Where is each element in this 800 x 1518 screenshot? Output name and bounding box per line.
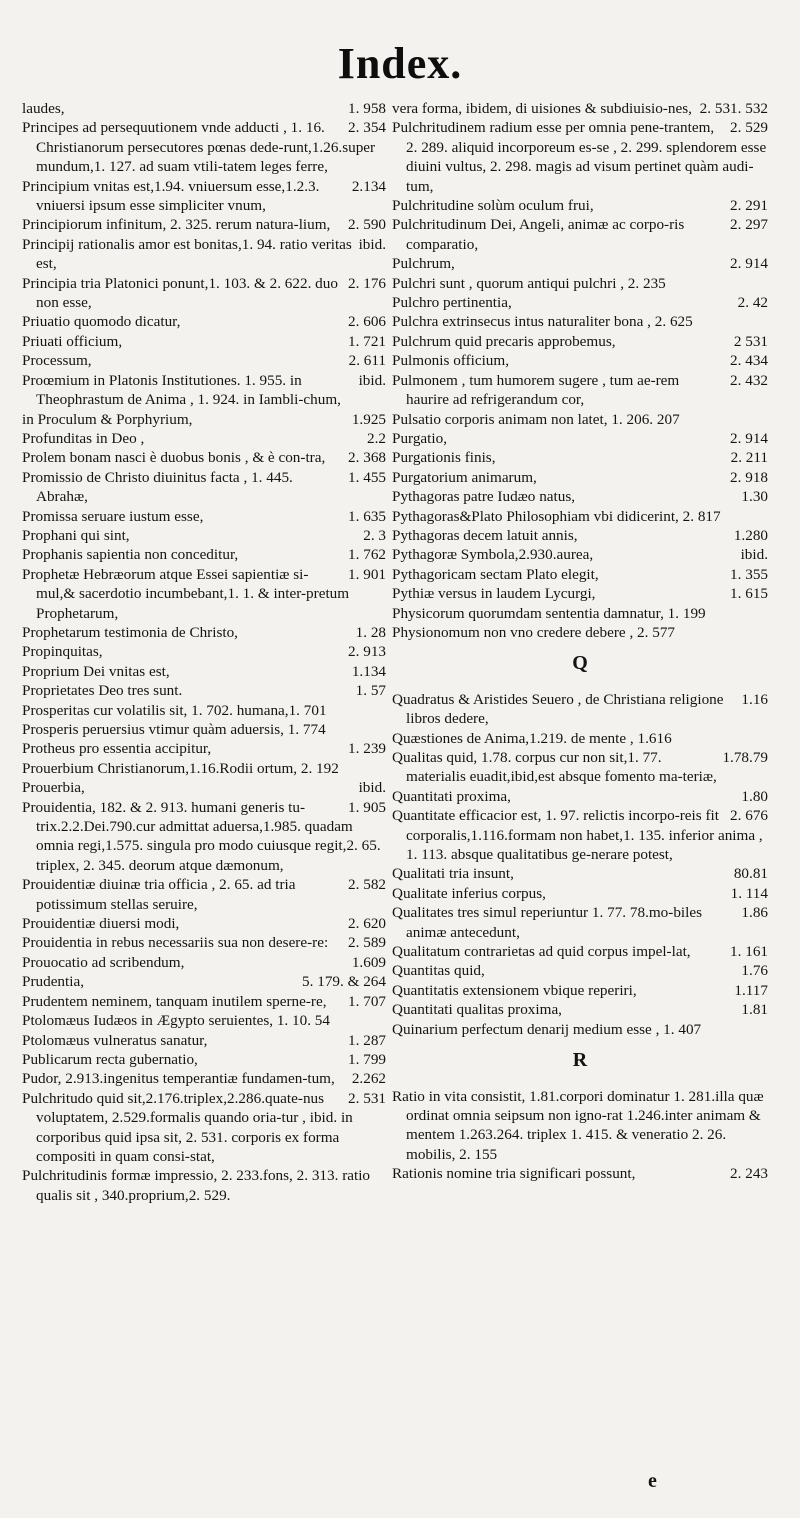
entry-reference: 1. 958 [348,100,386,117]
index-entry [392,884,768,903]
entry-reference: 2. 918 [730,468,768,486]
entry-text: Pythagoricam sectam Plato elegit, [392,565,599,583]
entry-reference: 1.16 [741,690,768,708]
entry-text: Quantitate efficacior est, 1. 97. relictis incorpo-reis fit corporalis,1.116.formam non habet,1. 135. inferior anima , 1. 113. absque qualitatibus ge-nerare potest, [392,807,763,864]
entry-text: Priuati officium, [22,332,123,350]
index-entry [392,312,768,331]
index-entry [22,468,386,507]
entry-text: Prouidentia, 182. & 2. 913. humani generis tu-trix.2.2.Dei.790.cur admittat aduersa,1.985. quadam omnia regi,1.575. singula pro modo cuiusque regit,2. 65. triplex, 2. 345. deorum atque dæmonum, [22,798,381,874]
page-title: Index. [337,39,463,88]
entry-text: Principij rationalis amor est bonitas,1. 94. ratio veritas est, [22,235,352,273]
entry-text: Pulchritudinis formæ impressio, 2. 233.fons, 2. 313. ratio qualis sit , 340.proprium,2. 529. [22,1167,371,1204]
index-entry [392,545,768,564]
index-entry [392,351,768,370]
entry-reference: ibid. [358,235,386,253]
entry-reference: ibid. [358,371,386,389]
entry-reference: 2. 582 [348,876,386,894]
entry-reference: ibid. [740,546,768,564]
entry-text: Pudor, 2.913.ingenitus temperantiæ fundamen-tum, [22,1070,335,1088]
entry-text: Pulchritudo quid sit,2.176.triplex,2.286.quate-nus voluptatem, 2.529.formalis quando oria-tur , ibid. in corporibus quid ipsa sit, 2. 531. corporis ex forma compositi in quam consi-stat, [22,1089,353,1165]
entry-reference: 2 531 [733,332,768,350]
index-entry [22,798,386,876]
entry-text: Principia tria Platonici ponunt,1. 103. & 2. 622. duo non esse, [22,274,338,312]
index-entry [392,293,768,312]
index-entry [22,274,386,313]
index-entry [22,371,386,410]
index-entry [22,720,386,739]
index-entry [392,468,768,487]
entry-reference: 2. 611 [348,352,386,370]
entry-text: Purgatorium animarum, [392,468,537,486]
entry-reference: 80.81 [733,865,768,883]
index-entry [22,118,386,176]
index-entry [22,875,386,914]
index-entry [22,1166,386,1205]
entry-reference: 2. 531. 532 [699,100,768,117]
index-entry [392,1020,768,1039]
entry-reference: 2. 620 [348,915,386,933]
entry-reference: 1. 161 [730,943,768,961]
entry-reference: ibid. [358,779,386,797]
entry-reference: 2. 176 [348,274,386,292]
entry-text: Prouerbium Christianorum,1.16.Rodii ortum, 2. 192 [22,759,339,777]
entry-reference: 1.78.79 [722,749,768,766]
entry-text: Ratio in vita consistit, 1.81.corpori dominatur 1. 281.illa quæ ordinat omnia seipsum non igno-rat 1.246.inter animam & mentem 1.263.264. triplex 1. 415. & veneratio 2. 26. mobilis, 2. 155 [392,1087,764,1163]
entry-reference: 1. 239 [348,740,386,758]
section-letter: Q [572,652,588,675]
entry-reference: 1.80 [741,787,768,805]
index-entry [392,332,768,351]
entry-reference: 2. 432 [730,371,768,389]
entry-text: Pulchritudine solùm oculum frui, [392,197,594,215]
entry-reference: 2. 913 [348,643,386,661]
index-entry [22,1069,386,1088]
index-entry [392,429,768,448]
entry-reference: 2. 291 [730,197,768,215]
entry-reference: 2. 589 [348,934,386,952]
entry-text: Quantitati proxima, [392,787,511,805]
index-entry [392,903,768,942]
index-entry [22,215,386,234]
entry-text: Quæstiones de Anima,1.219. de mente , 1.616 [392,729,672,747]
index-entry [22,1089,386,1167]
index-entry [22,739,386,758]
index-entry [392,604,768,623]
right-column [392,99,768,1184]
entry-reference: 1. 762 [348,546,386,564]
entry-text: Pulmonis officium, [392,352,510,370]
index-entry [392,584,768,603]
entry-reference: 2. 531 [348,1089,386,1107]
entry-text: laudes, [22,100,65,117]
entry-text: Pulchro pertinentia, [392,294,512,312]
index-entry [22,565,386,623]
index-entry [392,410,768,429]
index-entry [392,942,768,961]
index-entry [22,526,386,545]
catchword-mark: e [648,1470,657,1492]
index-entry [22,312,386,331]
entry-text: Pythiæ versus in laudem Lycurgi, [392,585,596,603]
entry-text: Pulsatio corporis animam non latet, 1. 206. 207 [392,410,680,428]
entry-text: Prudentem neminem, tanquam inutilem sperne-re, [22,992,327,1010]
entry-reference: 2. 3 [363,526,386,544]
index-entry [392,787,768,806]
index-entry [22,778,386,797]
entry-reference: 2. 42 [737,294,768,312]
entry-reference: 2. 243 [730,1165,768,1183]
entry-text: Qualitati tria insunt, [392,865,514,883]
index-entry [392,448,768,467]
index-entry [22,623,386,642]
entry-reference: 1.609 [351,953,386,971]
entry-text: Principiorum infinitum, 2. 325. rerum natura-lium, [22,216,331,234]
entry-reference: 2. 297 [730,216,768,234]
index-entry [22,701,386,720]
index-entry [22,1031,386,1050]
entry-reference: 1. 721 [348,332,386,350]
entry-reference: 2.2 [367,429,386,447]
index-entry [392,981,768,1000]
entry-text: Pulchritudinem radium esse per omnia pene-trantem, 2. 289. aliquid incorporeum es-se , 2. 299. splendorem esse diuini vultus, 2. 298. magis ad visum pertinet quàm audi-tum, [392,119,767,195]
entry-reference: 2. 914 [730,255,768,273]
index-entry [392,1000,768,1019]
entry-reference: 1. 635 [348,507,386,525]
index-entry [392,565,768,584]
entry-text: Principium vnitas est,1.94. vniuersum esse,1.2.3. vniuersi ipsum esse simpliciter vnum, [22,177,320,215]
entry-reference: 1.925 [351,410,386,428]
entry-text: Physicorum quorumdam sententia damnatur, 1. 199 [392,604,706,622]
entry-text: Propinquitas, [22,643,103,661]
index-entry [22,992,386,1011]
index-entry [392,526,768,545]
entry-reference: 1. 287 [348,1031,386,1049]
index-entry [22,507,386,526]
entry-text: Quantitati qualitas proxima, [392,1001,562,1019]
index-entry [392,690,768,729]
entry-text: Prouidentia in rebus necessariis sua non desere-re: [22,934,329,952]
index-entry [22,235,386,274]
index-entry [22,351,386,370]
index-entry [392,961,768,980]
index-entry [392,806,768,864]
entry-reference: 1. 57 [355,682,386,700]
entry-text: Prudentia, [22,973,85,991]
index-entry [392,215,768,254]
index-entry [22,1050,386,1069]
entry-reference: 1.117 [734,981,768,999]
entry-reference: 1. 799 [348,1050,386,1068]
index-entry [22,759,386,778]
entry-text: Pythagoræ Symbola,2.930.aurea, [392,546,594,564]
index-entry [22,914,386,933]
entry-text: Pulchritudinum Dei, Angeli, animæ ac corpo-ris comparatio, [392,216,685,253]
index-entry [392,748,768,787]
entry-reference: 2. 606 [348,313,386,331]
entry-text: Pulchrum quid precaris approbemus, [392,332,616,350]
entry-reference: 2.262 [351,1070,386,1088]
left-column [22,99,386,1205]
index-entry [22,177,386,216]
entry-text: Prosperitas cur volatilis sit, 1. 702. humana,1. 701 [22,701,327,719]
entry-reference: 1.280 [733,526,768,544]
index-entry [22,545,386,564]
index-entry [392,1164,768,1183]
entry-text: Pulchra extrinsecus intus naturaliter bona , 2. 625 [392,313,693,331]
entry-text: Quantitas quid, [392,962,485,980]
entry-text: Proœmium in Platonis Institutiones. 1. 955. in Theophrastum de Anima , 1. 924. in Iambli-chum, [22,371,341,409]
index-entry [22,99,386,118]
entry-reference: 2. 434 [730,352,768,370]
entry-reference: 1.86 [741,904,768,922]
index-entry [392,729,768,748]
entry-text: Proprium Dei vnitas est, [22,662,170,680]
entry-reference: 2. 914 [730,429,768,447]
entry-text: Priuatio quomodo dicatur, [22,313,181,331]
entry-text: Processum, [22,352,92,370]
entry-text: Pulchrum, [392,255,455,273]
index-entry [392,864,768,883]
entry-reference: 1. 28 [355,623,386,641]
entry-reference: 1. 455 [348,468,386,486]
index-entry [392,487,768,506]
entry-text: Prophetarum testimonia de Christo, [22,623,238,641]
index-entry [392,1087,768,1165]
entry-text: Quantitatis extensionem vbique reperiri, [392,981,637,999]
entry-reference: 2. 529 [730,119,768,137]
entry-text: Proprietates Deo tres sunt. [22,682,183,700]
entry-reference: 1. 901 [348,565,386,583]
entry-text: Prosperis peruersius vtimur quàm aduersis, 1. 774 [22,721,326,738]
entry-text: Promissio de Christo diuinitus facta , 1. 445. Abrahæ, [22,468,293,506]
entry-text: Pulmonem , tum humorem sugere , tum ae-rem haurire ad refrigerandum cor, [392,371,680,409]
index-entry [22,1011,386,1030]
entry-text: in Proculum & Porphyrium, [22,410,193,428]
entry-text: Profunditas in Deo , [22,429,145,447]
entry-text: Publicarum recta gubernatio, [22,1050,198,1068]
index-entry [392,118,768,196]
entry-reference: 1.81 [741,1001,768,1019]
index-entry [22,972,386,991]
index-entry [392,507,768,526]
entry-text: Quadratus & Aristides Seuero , de Christiana religione libros dedere, [392,690,724,728]
entry-text: Protheus pro essentia accipitur, [22,740,212,758]
entry-text: Purgationis finis, [392,449,496,467]
entry-reference: 1. 355 [730,565,768,583]
entry-reference: 5. 179. & 264 [302,973,386,991]
entry-text: Quinarium perfectum denarij medium esse , 1. 407 [392,1020,702,1038]
entry-text: Principes ad persequutionem vnde adducti , 1. 16. Christianorum persecutores pœnas dede-runt,1.26.super mundum,1. 127. ad suam vtili-tatem leges ferre, [22,119,376,176]
index-entry [22,332,386,351]
entry-text: Prophetæ Hebræorum atque Essei sapientiæ si-mul,& sacerdotio incumbebant,1. 1. & inter-pretum Prophetarum, [22,565,350,622]
entry-reference: 1. 905 [348,798,386,816]
entry-reference: 2. 211 [730,449,768,467]
index-entry [392,99,768,118]
entry-text: Qualitatum contrarietas ad quid corpus impel-lat, [392,943,691,961]
index-entry [22,953,386,972]
entry-text: Pulchri sunt , quorum antiqui pulchri , 2. 235 [392,274,666,292]
index-entry [392,254,768,273]
entry-text: Pythagoras patre Iudæo natus, [392,488,576,506]
entry-text: vera forma, ibidem, di uisiones & subdiuisio-nes, [392,100,692,117]
entry-text: Ptolomæus Iudæos in Ægypto seruientes, 1. 10. 54 [22,1012,330,1030]
entry-reference: 2. 590 [348,216,386,234]
entry-text: Pythagoras decem latuit annis, [392,526,578,544]
index-entry [22,410,386,429]
entry-reference: 2.134 [351,177,386,195]
entry-text: Promissa seruare iustum esse, [22,507,204,525]
entry-reference: 1.30 [741,488,768,506]
index-entry [392,274,768,293]
entry-text: Prophani qui sint, [22,526,130,544]
entry-text: Prouidentiæ diuinæ tria officia , 2. 65. ad tria potissimum stellas seruire, [22,876,296,913]
index-entry [22,448,386,467]
entry-text: Prophanis sapientia non conceditur, [22,546,239,564]
entry-text: Pythagoras&Plato Philosophiam vbi didicerint, 2. 817 [392,507,721,525]
entry-reference: 2. 368 [348,449,386,467]
index-entry [22,933,386,952]
entry-reference: 1.134 [351,662,386,680]
entry-reference: 2. 354 [348,119,386,137]
entry-text: Qualitates tres simul reperiuntur 1. 77. 78.mo-biles animæ antecedunt, [392,904,703,941]
index-entry [22,662,386,681]
entry-text: Prouerbia, [22,779,85,797]
index-entry [22,429,386,448]
index-entry [392,196,768,215]
index-entry [22,642,386,661]
entry-text: Prolem bonam nasci è duobus bonis , & è con-tra, [22,449,326,467]
index-entry [22,681,386,700]
entry-text: Prouocatio ad scribendum, [22,953,185,971]
entry-text: Rationis nomine tria significari possunt, [392,1165,636,1183]
entry-reference: 1. 615 [730,585,768,603]
entry-reference: 1.76 [741,962,768,980]
entry-reference: 1. 114 [730,884,768,902]
index-entry [392,371,768,410]
entry-text: Ptolomæus vulneratus sanatur, [22,1031,208,1049]
entry-text: Qualitate inferius corpus, [392,884,546,902]
entry-text: Qualitas quid, 1.78. corpus cur non sit,1. 77. materialis euadit,ibid,est absque fomento ma-teriæ, [392,749,717,786]
entry-text: Prouidentiæ diuersi modi, [22,915,180,933]
section-letter: R [572,1049,588,1072]
index-entry [392,623,768,642]
entry-reference: 1. 707 [348,992,386,1010]
entry-text: Physionomum non vno credere debere , 2. 577 [392,623,676,641]
entry-reference: 2. 676 [730,807,768,825]
entry-text: Purgatio, [392,429,447,447]
